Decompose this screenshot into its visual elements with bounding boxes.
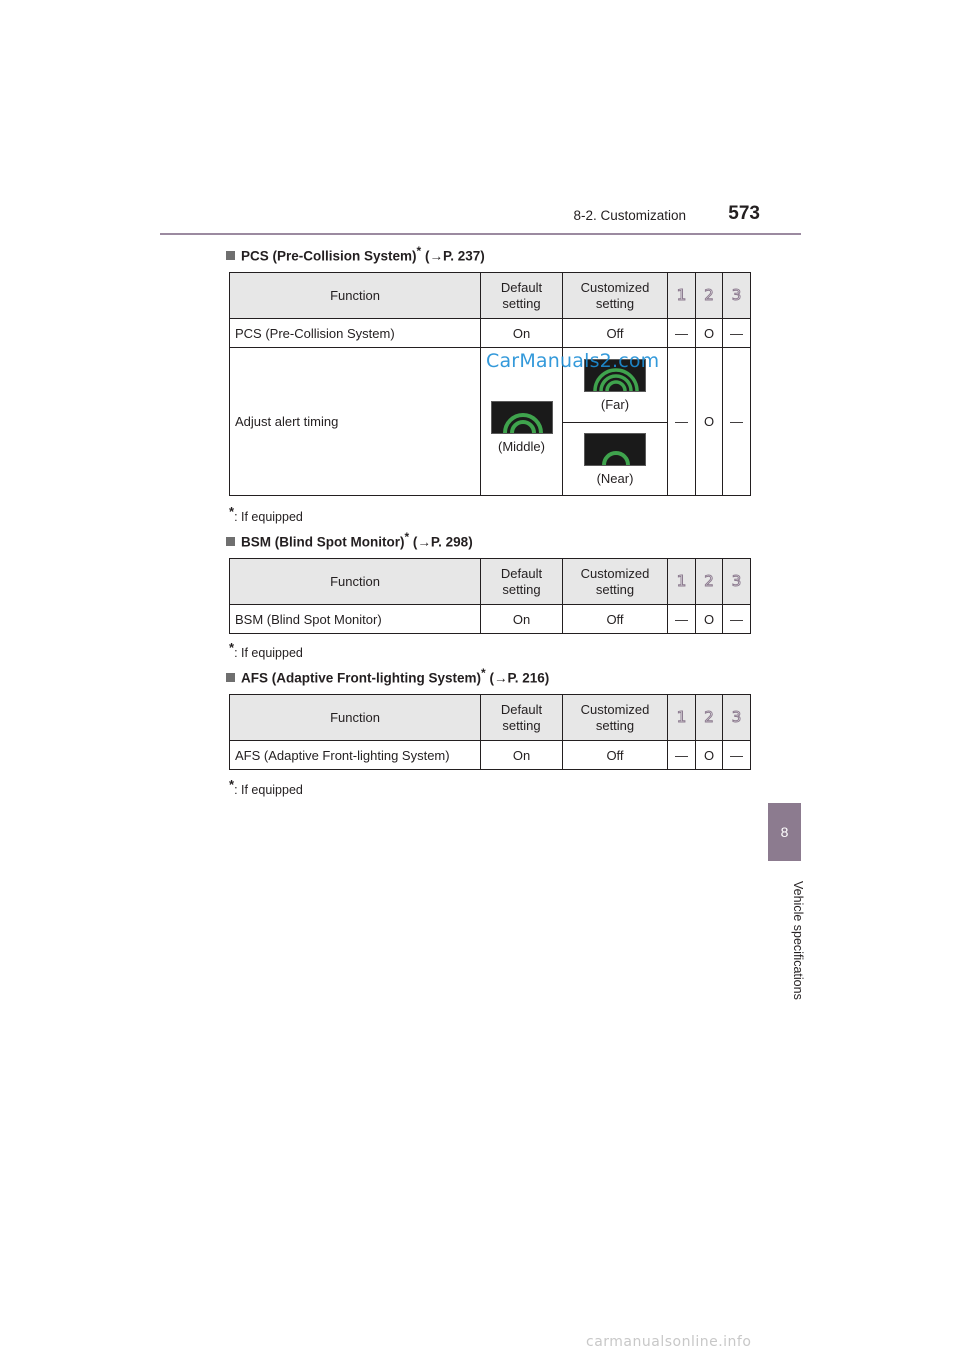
customized-cell: Off (563, 605, 668, 634)
pcs-table (229, 272, 751, 496)
footnote-text: : If equipped (234, 646, 303, 661)
default-cell: On (481, 605, 563, 634)
bsm-footnote (229, 640, 303, 660)
col-2-cell: O (696, 605, 723, 634)
chapter-number: 8 (780, 824, 789, 840)
square-bullet-icon (226, 673, 235, 682)
bsm-heading (226, 530, 473, 550)
default-header: Default setting (481, 695, 563, 741)
col-1-header (668, 559, 696, 605)
number-1-icon: 1 (676, 708, 687, 726)
col-1-header (668, 273, 696, 319)
square-bullet-icon (226, 537, 235, 546)
number-1-icon: 1 (676, 286, 687, 304)
bsm-table (229, 558, 751, 634)
col-2-cell: O (696, 319, 723, 348)
far-caption: (Far) (600, 396, 630, 412)
function-cell: Adjust alert timing (230, 348, 481, 496)
default-cell: On (481, 319, 563, 348)
function-cell: BSM (Blind Spot Monitor) (230, 605, 481, 634)
col-3-header (723, 695, 751, 741)
near-image-cell (563, 423, 668, 496)
col-3-cell: — (723, 319, 751, 348)
function-header: Function (230, 273, 481, 319)
header-rule (160, 233, 801, 235)
function-header: Function (230, 695, 481, 741)
afs-page-ref[interactable]: (→P. 216) (489, 670, 550, 686)
number-3-icon: 3 (731, 572, 742, 590)
alert-middle-screen (491, 401, 553, 434)
chapter-label: Vehicle specifications (791, 880, 805, 1000)
col-1-cell: — (668, 741, 696, 770)
default-header: Default setting (481, 273, 563, 319)
col-3-header (723, 273, 751, 319)
afs-footnote (229, 777, 303, 797)
number-2-icon: 2 (704, 286, 714, 304)
col-2-header (696, 273, 723, 319)
watermark-text: CarManuals2.com (486, 350, 660, 372)
table-row (230, 605, 751, 634)
pcs-footnote (229, 504, 303, 524)
afs-heading-text: AFS (Adaptive Front-lighting System) (241, 670, 482, 686)
number-3-icon: 3 (731, 708, 742, 726)
function-cell: AFS (Adaptive Front-lighting System) (230, 741, 481, 770)
customized-cell: Off (563, 319, 668, 348)
col-2-header (696, 559, 723, 605)
footnote-text: : If equipped (234, 783, 303, 798)
customized-header: Customized setting (563, 695, 668, 741)
footer-watermark: carmanualsonline.info (586, 1334, 752, 1350)
col-2-header (696, 695, 723, 741)
number-3-icon: 3 (731, 286, 742, 304)
pcs-heading-text: PCS (Pre-Collision System) (241, 248, 417, 264)
number-1-icon: 1 (676, 572, 687, 590)
square-bullet-icon (226, 251, 235, 260)
number-2-icon: 2 (704, 572, 714, 590)
col-2-cell: O (696, 348, 723, 496)
footnote-asterisk: * (229, 777, 235, 792)
near-caption: (Near) (596, 470, 634, 486)
col-3-cell: — (723, 348, 751, 496)
section-title: 8-2. Customization (573, 208, 686, 223)
col-2-cell: O (696, 741, 723, 770)
afs-heading (226, 666, 549, 686)
col-3-header (723, 559, 751, 605)
footnote-asterisk: * (229, 640, 235, 655)
chapter-tab[interactable] (768, 803, 801, 861)
customized-header: Customized setting (563, 273, 668, 319)
asterisk-mark: * (404, 530, 410, 544)
customized-cell: Off (563, 741, 668, 770)
col-3-cell: — (723, 605, 751, 634)
page-number: 573 (728, 203, 760, 224)
function-header: Function (230, 559, 481, 605)
col-1-cell: — (668, 348, 696, 496)
table-header-row (230, 273, 751, 319)
table-header-row (230, 695, 751, 741)
col-1-cell: — (668, 605, 696, 634)
footnote-text: : If equipped (234, 510, 303, 525)
customized-header: Customized setting (563, 559, 668, 605)
col-3-cell: — (723, 741, 751, 770)
table-header-row (230, 559, 751, 605)
number-2-icon: 2 (704, 708, 714, 726)
bsm-page-ref[interactable]: (→P. 298) (412, 534, 473, 550)
asterisk-mark: * (416, 244, 422, 258)
pcs-page-ref[interactable]: (→P. 237) (424, 248, 485, 264)
pcs-heading (226, 244, 485, 264)
col-1-cell: — (668, 319, 696, 348)
table-row (230, 741, 751, 770)
footnote-asterisk: * (229, 504, 235, 519)
default-header: Default setting (481, 559, 563, 605)
alert-near-screen (584, 433, 646, 466)
afs-table (229, 694, 751, 770)
middle-caption: (Middle) (498, 439, 545, 454)
asterisk-mark: * (481, 666, 486, 680)
bsm-heading-text: BSM (Blind Spot Monitor) (241, 534, 405, 550)
default-cell: On (481, 741, 563, 770)
col-1-header (668, 695, 696, 741)
table-row (230, 319, 751, 348)
function-cell: PCS (Pre-Collision System) (230, 319, 481, 348)
